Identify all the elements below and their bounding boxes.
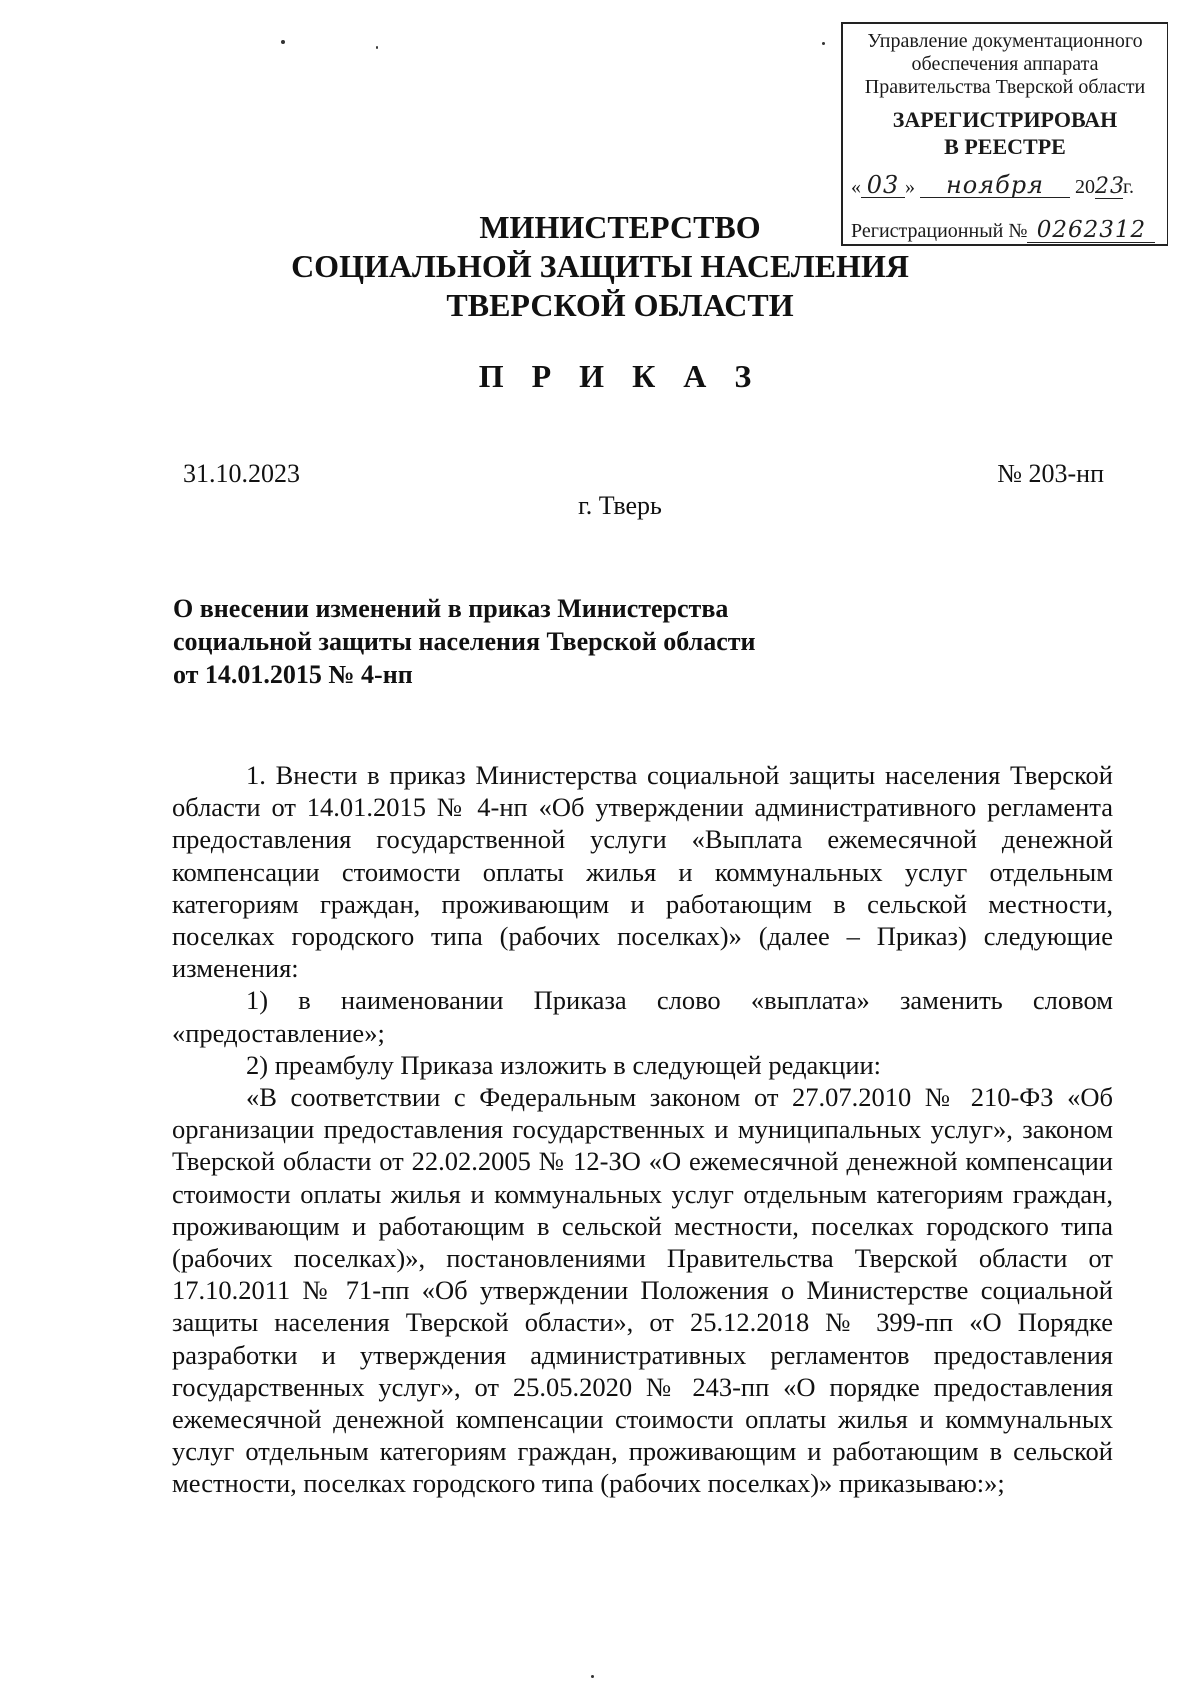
body-paragraph-2: 1) в наименовании Приказа слово «выплата» заменить словом «предоставление»; <box>172 985 1113 1048</box>
scan-speck <box>591 1675 594 1678</box>
scan-speck <box>822 42 825 45</box>
order-date: 31.10.2023 <box>183 459 300 488</box>
stamp-line-2: обеспечения аппарата <box>911 53 1099 75</box>
stamp-year-suffix: 23 <box>1095 174 1125 199</box>
body-paragraph-1: 1. Внести в приказ Министерства социальной защиты населения Тверской области от 14.01.2015 № 4-нп «Об утверждении административного регламента предоставления государственной услуги «Выплата ежемесячной денежной компенсации стоимости оплаты жилья и коммунальных услуг отдельным категориям граждан, проживающим и работающим в сельской местности, поселках городского типа (рабочих поселках)» (далее – Приказ) следующие изменения: <box>172 760 1113 984</box>
stamp-line-1: Управление документационного <box>867 30 1143 52</box>
order-number: № 203-нп <box>997 459 1104 488</box>
stamp-reg-number: 0262312 <box>1027 219 1155 243</box>
order-subject <box>173 592 873 691</box>
subject-line-1: О внесении изменений в приказ Министерства <box>173 594 729 623</box>
stamp-year-unit: г. <box>1123 176 1134 198</box>
body-paragraph-4: «В соответствии с Федеральным законом от 27.07.2010 № 210-ФЗ «Об организации предоставления государственных и муниципальных услуг», законом Тверской области от 22.02.2005 № 12-ЗО «О ежемесячной денежной компенсации стоимости оплаты жилья и коммунальных услуг отдельным категориям граждан, проживающим и работающим в сельской местности, поселках городского типа (рабочих поселках)», постановлениями Правительства Тверской области от 17.10.2011 № 71-пп «Об утверждении Положения о Министерстве социальной защиты населения Тверской области», от 25.12.2018 № 399-пп «О Порядке разработки и утверждения административных регламентов предоставления государственных услуг», от 25.05.2020 № 243-пп «О порядке предоставления ежемесячной денежной компенсации стоимости оплаты жилья и коммунальных услуг отдельным категориям граждан, проживающим и работающим в сельской местности, поселках городского типа (рабочих поселках)» приказываю:»; <box>172 1082 1113 1499</box>
stamp-registered-line-1: ЗАРЕГИСТРИРОВАН <box>892 107 1118 132</box>
order-body <box>172 759 1113 1500</box>
ministry-line-2: СОЦИАЛЬНОЙ ЗАЩИТЫ НАСЕЛЕНИЯ <box>291 248 909 284</box>
document-type-title: П Р И К А З <box>478 358 762 394</box>
scan-speck <box>376 46 378 49</box>
stamp-registered-line-2: В РЕЕСТРЕ <box>944 134 1066 159</box>
stamp-day: 03 <box>861 174 905 198</box>
ministry-line-3: ТВЕРСКОЙ ОБЛАСТИ <box>446 287 794 323</box>
stamp-month: ноября <box>920 174 1070 198</box>
stamp-year-prefix: 20 <box>1075 176 1095 198</box>
stamp-quote-close: » <box>905 176 915 198</box>
stamp-line-3: Правительства Тверской области <box>864 76 1146 98</box>
scan-speck <box>281 40 285 44</box>
stamp-quote-open: « <box>851 176 861 198</box>
stamp-date-row <box>851 171 1161 204</box>
body-paragraph-3: 2) преамбулу Приказа изложить в следующей редакции: <box>246 1049 882 1080</box>
order-city: г. Тверь <box>578 491 662 520</box>
ministry-line-1: МИНИСТЕРСТВО <box>479 209 761 245</box>
stamp-reg-number-label: Регистрационный № <box>851 220 1028 242</box>
ministry-heading <box>0 208 1200 325</box>
subject-line-2: социальной защиты населения Тверской области <box>173 627 756 656</box>
subject-line-3: от 14.01.2015 № 4-нп <box>173 660 413 689</box>
